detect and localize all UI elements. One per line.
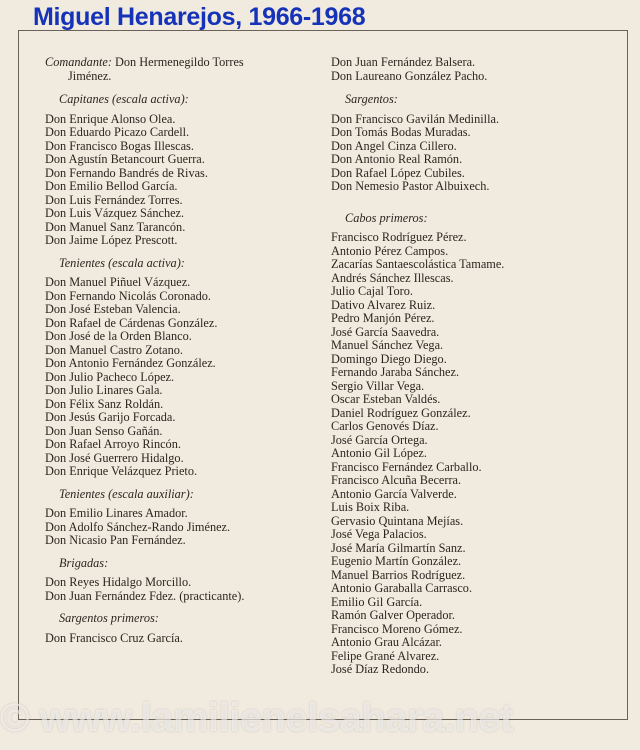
list-item: Don Manuel Piñuel Vázquez.	[45, 275, 191, 289]
sargentos-primeros-heading: Sargentos primeros:	[59, 611, 159, 625]
list-item: Don Luis Vázquez Sánchez.	[45, 206, 185, 220]
list-item: Don Julio Linares Gala.	[45, 383, 163, 397]
commander-line	[45, 56, 320, 70]
list-item: Antonio Pérez Campos.	[331, 243, 449, 258]
list-item: José Díaz Redondo.	[331, 662, 430, 676]
list-item: Don Enrique Velázquez Prieto.	[45, 464, 198, 478]
list-item: Dativo Alvarez Ruiz.	[331, 297, 436, 312]
list-item: Don Emilio Bellod García.	[45, 179, 178, 193]
list-item: Daniel Rodríguez González.	[331, 405, 471, 420]
list-item: Andrés Sánchez Illescas.	[331, 270, 454, 285]
list-item: Sergio Villar Vega.	[331, 378, 425, 393]
list-item: José García Saavedra.	[331, 324, 440, 339]
sargentos-list	[331, 113, 621, 194]
list-item: Don Juan Fernández Fdez. (practicante).	[45, 588, 245, 603]
list-item: Eugenio Martín González.	[331, 554, 462, 568]
brigadas-list	[45, 576, 320, 603]
tenientes-auxiliar-list	[45, 507, 320, 548]
list-item: Antonio Garaballa Carrasco.	[331, 581, 473, 595]
list-item: Don Julio Pacheco López.	[45, 369, 175, 384]
list-item: Don Agustín Betancourt Guerra.	[45, 152, 205, 166]
right-column	[331, 56, 621, 677]
list-item: Emilio Gil García.	[331, 594, 423, 609]
list-item: Don Enrique Alonso Olea.	[45, 111, 176, 126]
list-item: Carlos Genovés Díaz.	[331, 419, 439, 433]
list-item: Don Antonio Real Ramón.	[331, 152, 463, 166]
cabos-list	[331, 231, 621, 677]
list-item: Zacarías Santaescolástica Tamame.	[331, 257, 505, 271]
list-item: Don José Esteban Valencia.	[45, 302, 181, 316]
commander-name-cont: Jiménez.	[68, 68, 112, 83]
list-item: Francisco Rodríguez Pérez.	[331, 230, 467, 244]
tenientes-activa-list	[45, 276, 320, 479]
list-item: Manuel Barrios Rodríguez.	[331, 567, 466, 582]
capitanes-heading: Capitanes (escala activa):	[59, 92, 189, 106]
list-item: José María Gilmartín Sanz.	[331, 540, 466, 555]
list-item: Don Jaime López Prescott.	[45, 233, 178, 247]
sargentos-heading: Sargentos:	[345, 92, 398, 106]
list-item: Don Francisco Cruz García.	[45, 630, 183, 645]
tenientes-auxiliar-heading: Tenientes (escala auxiliar):	[59, 486, 194, 501]
list-item: Felipe Grané Alvarez.	[331, 648, 440, 663]
list-item: Don Antonio Fernández González.	[45, 356, 216, 370]
list-item: Don Félix Sanz Roldán.	[45, 396, 164, 411]
list-item: Don Angel Cinza Cillero.	[331, 138, 457, 153]
list-item: Francisco Moreno Gómez.	[331, 621, 463, 636]
commander-label: Comandante:	[45, 55, 112, 69]
list-item: Don Juan Senso Gañán.	[45, 423, 163, 438]
list-item: Don Laureano González Pacho.	[331, 68, 488, 83]
list-item: Don Tomás Bodas Muradas.	[331, 125, 471, 139]
list-item: Don José Guerrero Hidalgo.	[45, 450, 184, 465]
list-item: Don Rafael López Cubiles.	[331, 165, 465, 180]
list-item: Julio Cajal Toro.	[331, 284, 413, 298]
brigadas-cont-list	[331, 56, 621, 83]
list-item: Don Juan Fernández Balsera.	[331, 55, 476, 69]
list-item: Gervasio Quintana Mejías.	[331, 513, 464, 528]
tenientes-activa-heading: Tenientes (escala activa):	[59, 255, 185, 270]
sargentos-primeros-list	[45, 632, 320, 646]
list-item: Don Emilio Linares Amador.	[45, 506, 188, 520]
list-item: Luis Boix Riba.	[331, 500, 410, 514]
list-item: Don Rafael de Cárdenas González.	[45, 315, 218, 330]
list-item: Don Fernando Bandrés de Rivas.	[45, 165, 208, 180]
list-item: Don Fernando Nicolás Coronado.	[45, 288, 211, 303]
list-item: José García Ortega.	[331, 432, 428, 447]
brigadas-heading: Brigadas:	[59, 555, 109, 570]
list-item: Antonio Grau Alcázar.	[331, 635, 442, 649]
list-item: Don Nemesio Pastor Albuixech.	[331, 179, 490, 193]
list-item: Don Adolfo Sánchez-Rando Jiménez.	[45, 519, 231, 534]
list-item: Oscar Esteban Valdés.	[331, 392, 441, 406]
list-item: Don Francisco Gavilán Medinilla.	[331, 111, 500, 126]
capitanes-list	[45, 113, 320, 248]
watermark-text: © www.lamilienelsahara.net	[0, 696, 513, 740]
list-item: Manuel Sánchez Vega.	[331, 338, 444, 352]
page-title: Miguel Henarejos, 1966-1968	[33, 3, 366, 31]
list-item: Don Manuel Castro Zotano.	[45, 342, 183, 357]
list-item: Antonio Gil López.	[331, 446, 427, 460]
list-item: Don Francisco Bogas Illescas.	[45, 138, 194, 153]
list-item: Don Manuel Sanz Tarancón.	[45, 219, 186, 234]
list-item: Don Eduardo Picazo Cardell.	[45, 125, 190, 139]
list-item: Pedro Manjón Pérez.	[331, 311, 435, 325]
cabos-heading: Cabos primeros:	[345, 210, 428, 225]
list-item: Ramón Galver Operador.	[331, 608, 455, 622]
list-item: Antonio García Valverde.	[331, 486, 457, 501]
left-column	[45, 56, 320, 645]
list-item: Don José de la Orden Blanco.	[45, 329, 192, 343]
list-item: Don Jesús Garijo Forcada.	[45, 410, 176, 424]
list-item: Domingo Diego Diego.	[331, 351, 447, 366]
list-item: Don Rafael Arroyo Rincón.	[45, 437, 181, 451]
list-item: José Vega Palacios.	[331, 527, 427, 541]
commander-name: Don Hermenegildo Torres	[115, 55, 244, 69]
list-item: Don Reyes Hidalgo Morcillo.	[45, 575, 192, 589]
list-item: Don Nicasio Pan Fernández.	[45, 533, 186, 547]
list-item: Don Luis Fernández Torres.	[45, 192, 183, 207]
list-item: Francisco Fernández Carballo.	[331, 459, 482, 474]
list-item: Francisco Alcuña Becerra.	[331, 473, 462, 487]
list-item: Fernando Jaraba Sánchez.	[331, 365, 460, 379]
